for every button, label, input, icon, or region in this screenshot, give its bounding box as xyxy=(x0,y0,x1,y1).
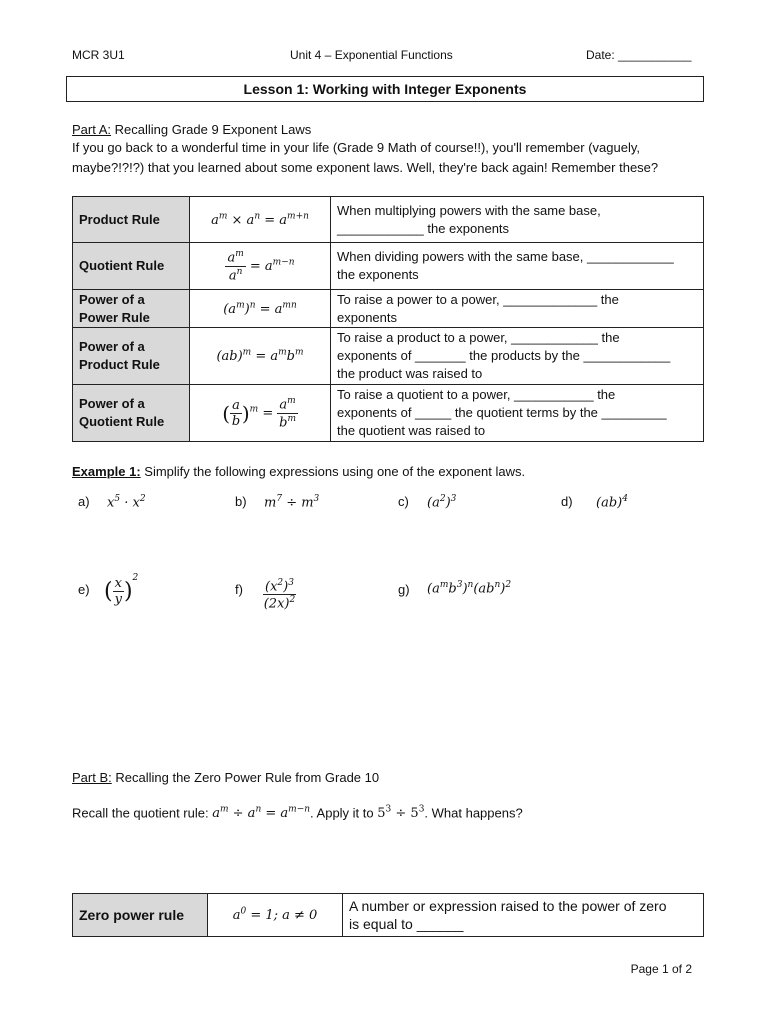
rule-row-product xyxy=(73,197,704,243)
example-1-text: Simplify the following expressions using one of the exponent laws. xyxy=(144,464,526,479)
rule-row-quotient xyxy=(73,243,704,290)
rule-row-power-of-power xyxy=(73,290,704,328)
example-c-label: c) xyxy=(398,494,409,509)
recall-suffix: . What happens? xyxy=(424,805,523,821)
zero-rule-description xyxy=(343,894,704,937)
part-b-label: Part B: xyxy=(72,770,112,785)
part-a-intro-1: If you go back to a wonderful time in your life (Grade 9 Math of course!!), you'll remember (vaguely, xyxy=(72,140,640,155)
part-a-title: Recalling Grade 9 Exponent Laws xyxy=(114,122,312,137)
part-b-title: Recalling the Zero Power Rule from Grade 10 xyxy=(115,770,380,785)
rule-name: Product Rule xyxy=(73,197,190,243)
date-field: Date: ___________ xyxy=(586,48,692,62)
rule-desc-line: ____________ the exponents xyxy=(337,220,510,236)
rule-desc-line: the product was raised to xyxy=(337,366,483,381)
rule-name: Power of a Power Rule xyxy=(73,290,190,328)
zero-rule-name: Zero power rule xyxy=(73,894,208,937)
rule-formula: ( $\frac{a}{b}$ )$^m$ = $\frac{a^m}{b^m}$ xyxy=(190,385,331,442)
example-1-heading xyxy=(72,462,712,482)
lesson-title: Lesson 1: Working with Integer Exponents xyxy=(66,76,704,102)
zero-rule-formula: $a^0 = 1$; a ≠ 0 xyxy=(208,894,343,937)
unit-title: Unit 4 – Exponential Functions xyxy=(290,48,453,62)
example-b-label: b) xyxy=(235,494,247,509)
part-a-label: Part A: xyxy=(72,122,112,137)
zero-rule-desc-line: is equal to ______ xyxy=(349,916,464,932)
rule-desc-line: exponents of _____ the quotient terms by the _________ xyxy=(337,405,667,420)
example-f-expression: $\frac{(x^2)^3}{(2x)^2}$ xyxy=(263,578,296,612)
rule-description xyxy=(331,197,704,243)
zero-power-rule-table xyxy=(72,893,704,937)
rule-name: Power of a Quotient Rule xyxy=(73,385,190,442)
rule-row-power-of-quotient xyxy=(73,385,704,442)
example-e-label: e) xyxy=(78,582,90,597)
rule-desc-line: To raise a product to a power, ____________ the xyxy=(337,330,620,345)
zero-rule-desc-line: A number or expression raised to the power of zero xyxy=(349,898,667,914)
example-g-label: g) xyxy=(398,582,410,597)
page-number: Page 1 of 2 xyxy=(630,962,692,976)
rule-desc-line: exponents of _______ the products by the ____________ xyxy=(337,348,671,363)
course-code: MCR 3U1 xyxy=(72,48,125,62)
rule-desc-line: the quotient was raised to xyxy=(337,423,486,438)
rule-desc-line: To raise a power to a power, _____________ the xyxy=(337,291,619,307)
zero-rule-row xyxy=(73,894,704,937)
rule-description xyxy=(331,290,704,328)
example-a-expression: $x^5 \cdot x^2$ xyxy=(107,494,146,511)
rule-formula: $\frac{a^m}{a^n}$ = $a^{m-n}$ xyxy=(190,243,331,290)
rule-desc-line: When multiplying powers with the same base, xyxy=(337,202,601,218)
rule-desc-line: the exponents xyxy=(337,267,419,282)
exponent-rules-table xyxy=(72,196,704,442)
example-d-expression: (ab)$^4$ xyxy=(596,494,628,511)
example-g-expression: $(a^mb^3)^n(ab^n)^2$ xyxy=(427,580,512,597)
rule-description xyxy=(331,243,704,290)
rule-desc-line: When dividing powers with the same base, ____________ xyxy=(337,249,674,264)
recall-prefix: Recall the quotient rule: xyxy=(72,805,213,821)
rule-desc-line: exponents xyxy=(337,309,397,325)
example-b-expression: $m^7 \div m^3$ xyxy=(264,494,320,511)
part-b-recall: Recall the quotient rule: $a^m \div a^n = a^{m-n}$. Apply it to $5^3 \div 5^3$. What happens? xyxy=(72,805,523,822)
example-1-label: Example 1: xyxy=(72,464,141,479)
rule-desc-line: To raise a quotient to a power, ___________ the xyxy=(337,387,616,402)
example-c-expression: $(a^2)^3$ xyxy=(427,494,457,511)
recall-middle: . Apply it to xyxy=(310,805,378,821)
rule-description xyxy=(331,328,704,385)
example-d-label: d) xyxy=(561,494,573,509)
part-b-heading xyxy=(72,768,712,788)
rule-description xyxy=(331,385,704,442)
example-a-label: a) xyxy=(78,494,90,509)
example-e-expression: ( $\frac{x}{y}$ )$^2$ xyxy=(104,572,139,607)
rule-formula: $(ab)^m = a^mb^m$ xyxy=(190,328,331,385)
rule-row-power-of-product xyxy=(73,328,704,385)
rule-name: Quotient Rule xyxy=(73,243,190,290)
rule-formula: $a^m \times a^n = a^{m+n}$ xyxy=(190,197,331,243)
example-f-label: f) xyxy=(235,582,243,597)
rule-name: Power of a Product Rule xyxy=(73,328,190,385)
rule-formula: $(a^m)^n = a^{mn}$ xyxy=(190,290,331,328)
part-a-heading xyxy=(72,120,712,140)
part-a-intro-2: maybe?!?!?) that you learned about some exponent laws. Well, they're back again! Remember these? xyxy=(72,160,659,175)
